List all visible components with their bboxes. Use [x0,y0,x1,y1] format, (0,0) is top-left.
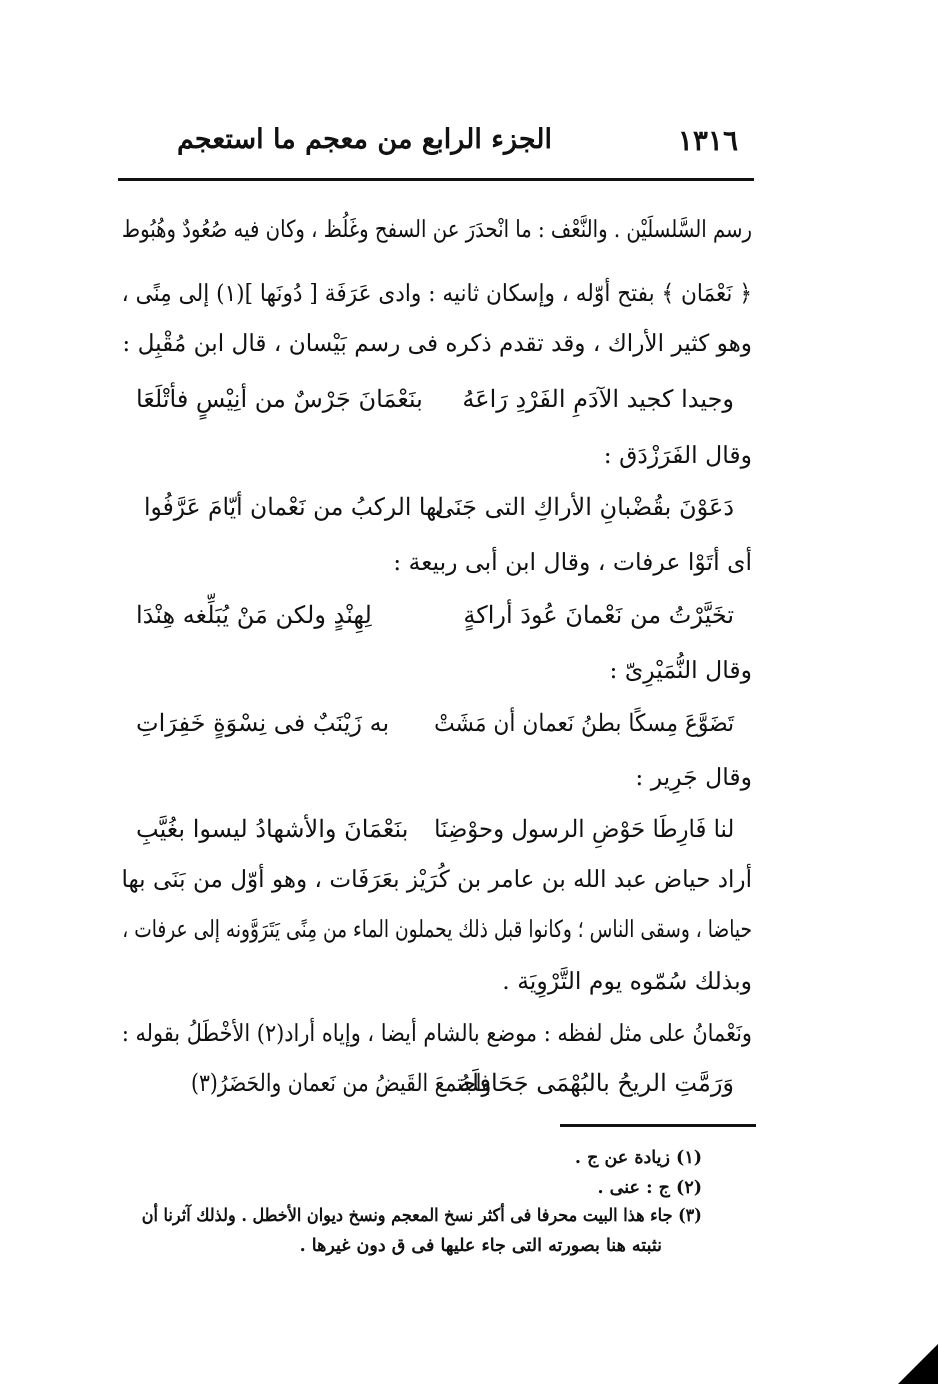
verse-second-hemistich: واجتمعَ القَيضُ من نَعمان والحَضَرُ(٣) [191,1069,492,1097]
verse-first-hemistich: دَعَوْنَ بقُضْبانِ الأراكِ التى جَنَى [434,493,734,521]
footnote-rule [560,1124,756,1127]
verse-second-hemistich: بنَعْمَانَ جَرْسٌ من أنِيْسٍ فأتْلَعَا [136,385,423,413]
prose-line: ﴿ نَعْمَان ﴾ بفتح أوّله ، وإسكان ثانيه : وادى عَرَفَة [ دُونَها ](١) إلى مِنًى ، [121,279,753,307]
verse-line [122,810,752,850]
verse-first-hemistich: لنا فَارِطَا حَوْضِ الرسول وحوْضِنَا [433,815,734,843]
footnote-continuation: نثبته هنا بصورته التى جاء عليها فى ق دون غيرها . [299,1236,662,1256]
prose-line: حياضا ، وسقى الناس ؛ وكانوا قبل ذلك يحملون الماء من مِنًى يَتَرَوَّونه إلى عرفات ، [122,915,753,943]
running-title: الجزء الرابع من معجم ما استعجم [176,124,552,155]
verse-line [122,704,752,744]
prose-line: وقال الفَرَزْدَق : [603,441,752,469]
prose-line: ونَعْمانُ على مثل لفظه : موضع بالشام أيضا ، وإياه أراد(٢) الأخْطَلُ بقوله : [121,1019,752,1047]
verse-line [122,1064,752,1104]
prose-line: رسم السَّلسلَيْن . والنَّعْف : ما انْحدَرَ عن السفح وغَلُظ ، وكان فيه صُعُودٌ وهُبُوط [121,215,753,243]
verse-line [122,380,752,420]
verse-line [122,596,752,636]
verse-second-hemistich: لِهِنْدٍ ولكن مَنْ يُبَلِّغه هِنْدَا [136,601,372,629]
header-rule [118,178,754,181]
page-number: ١٣١٦ [677,124,738,157]
page-corner-shadow [898,1344,938,1384]
prose-line: وقال جَرِير : [635,763,752,791]
footnote: (٣) جاء هذا البيت محرفا فى أكثر نسخ المعجم ونسخ ديوان الأخطل . ولذلك آثرنا أن [141,1206,702,1226]
verse-first-hemistich: وَرَمَّتِ الريحُ بالبُهْمَى جَحَافِلَهُ [458,1069,734,1097]
page-header [130,118,752,164]
prose-line: وهو كثير الأراك ، وقد تقدم ذكره فى رسم بَيْسان ، قال ابن مُقْبِل : [122,329,752,357]
verse-first-hemistich: تَضَوَّعَ مِسكًا بطنُ نَعمان أن مَشَتْ [434,709,734,737]
verse-first-hemistich: وجيدا كجيد الآدَمِ الفَرْدِ رَاعَهُ [462,385,734,413]
verse-second-hemistich: بنَعْمَانَ والأشهادُ ليسوا بغُيَّبِ [136,815,409,843]
footnote: (٢) ج : عنى . [597,1178,702,1198]
verse-line [122,488,752,528]
prose-line: أى أتَوْا عرفات ، وقال ابن أبى ربيعة : [393,548,752,576]
verse-first-hemistich: تخَيَّرْتُ من نَعْمانَ عُودَ أراكةٍ [463,601,734,629]
prose-line: وبذلك سُمّوه يوم التَّرْوِيَة . [502,967,752,995]
prose-line: أراد حياض عبد الله بن عامر بن كُرَيْز بعَرَفَات ، وهو أوّل من بَنَى بها [121,865,753,893]
footnote: (١) زيادة عن ج . [574,1148,702,1168]
prose-line: وقال النُّمَيْرِىّ : [609,656,752,684]
verse-second-hemistich: لها الركبُ من نَعْمان أيّامَ عَرَّفُوا [144,493,444,521]
verse-second-hemistich: به زَيْنَبٌ فى نِسْوَةٍ خَفِرَاتِ [136,709,390,737]
